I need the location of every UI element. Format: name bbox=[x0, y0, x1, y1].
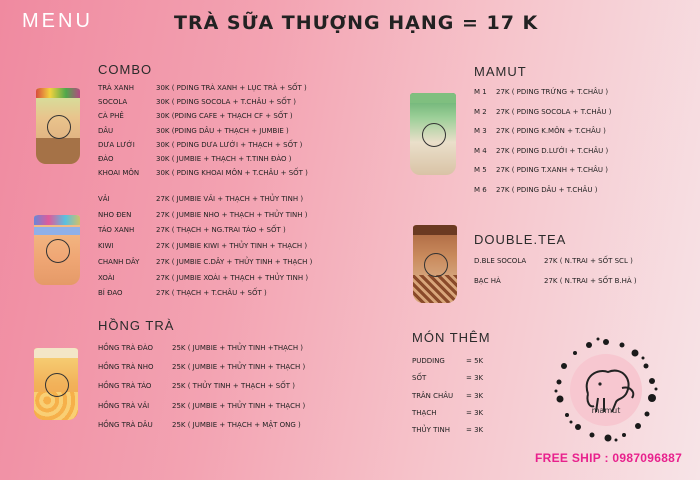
mon-them-item-name: PUDDING bbox=[412, 357, 445, 365]
fruit-menu-row bbox=[98, 274, 308, 283]
mamut-drink-image bbox=[410, 93, 456, 175]
fruit-item-price: 27K ( JUMBIE NHO + THẠCH + THỦY TINH ) bbox=[156, 210, 308, 219]
hong-tra-item-price: 25K ( JUMBIE + THỦY TINH +THẠCH ) bbox=[172, 344, 304, 352]
mamut-menu-row bbox=[474, 127, 606, 136]
mamut-elephant-icon bbox=[552, 336, 660, 444]
double-tea-drink-image bbox=[413, 225, 457, 303]
mon-them-item-name: SỐT bbox=[412, 374, 427, 383]
fruit-menu-row bbox=[98, 211, 308, 220]
mon-them-item-name: THẠCH bbox=[412, 408, 437, 417]
fruit-item-price: 27K ( THẠCH + T.CHÂU + SỐT ) bbox=[156, 289, 267, 298]
fruit-item-name: XOÀI bbox=[98, 273, 115, 282]
fruit-menu-row bbox=[98, 242, 307, 251]
fruit-item-name: VẢI bbox=[98, 195, 110, 203]
combo-item-name: SOCOLA bbox=[98, 98, 128, 107]
hong-tra-menu-row bbox=[98, 382, 295, 391]
combo-item-price: 30K (PDING CAFE + THẠCH CF + SỐT ) bbox=[156, 112, 293, 121]
fruit-menu-row bbox=[98, 226, 286, 235]
hong-tra-item-name: HỒNG TRÀ NHO bbox=[98, 363, 154, 372]
mon-them-item-name: THỦY TINH bbox=[412, 426, 451, 435]
hong-tra-item-price: 25K ( JUMBIE + THỦY TINH + THẠCH ) bbox=[172, 363, 306, 372]
logo-text: mamut bbox=[591, 406, 621, 415]
hong-tra-menu-row bbox=[98, 363, 305, 372]
fruit-drink-image bbox=[34, 215, 80, 285]
mamut-item-price: 27K ( PDING SOCOLA + T.CHÂU ) bbox=[496, 107, 612, 116]
combo-menu-row bbox=[98, 141, 302, 150]
combo-item-price: 30K ( PDING SOCOLA + T.CHÂU + SỐT ) bbox=[156, 98, 296, 107]
mon-them-item-price: = 3K bbox=[466, 391, 484, 400]
hong-tra-heading: HỒNG TRÀ bbox=[98, 318, 175, 333]
fruit-item-price: 27K ( JUMBIE VẢI + THẠCH + THỦY TINH ) bbox=[156, 195, 304, 203]
double-tea-item-price: 27K ( N.TRAI + SỐT SCL ) bbox=[544, 257, 633, 265]
mon-them-menu-row bbox=[412, 426, 483, 435]
combo-menu-row bbox=[98, 169, 308, 178]
fruit-item-price: 27K ( JUMBIE C.DÂY + THỦY TINH + THẠCH ) bbox=[156, 257, 313, 266]
mamut-logo bbox=[552, 336, 660, 444]
combo-item-name: CÀ PHÊ bbox=[98, 112, 124, 121]
double-tea-item-name: D.BLE SOCOLA bbox=[474, 257, 527, 265]
mamut-item-name: M 4 bbox=[474, 146, 487, 155]
hong-tra-menu-row bbox=[98, 402, 305, 411]
hong-tra-menu-row bbox=[98, 344, 303, 353]
fruit-item-name: KIWI bbox=[98, 242, 114, 251]
combo-item-name: DÂU bbox=[98, 126, 114, 135]
mon-them-menu-row bbox=[412, 357, 483, 366]
mon-them-item-name: TRÂN CHÂU bbox=[412, 391, 454, 400]
hong-tra-menu-row bbox=[98, 421, 301, 430]
free-ship-text: FREE SHIP : 0987096887 bbox=[535, 451, 683, 465]
mamut-item-name: M 5 bbox=[474, 166, 487, 174]
combo-heading: COMBO bbox=[98, 62, 153, 77]
mamut-item-price: 27K ( PDING D.LƯỚI + T.CHÂU ) bbox=[496, 146, 609, 155]
mamut-item-name: M 6 bbox=[474, 185, 487, 194]
mon-them-menu-row bbox=[412, 374, 483, 383]
hong-tra-item-name: HỒNG TRÀ VẢI bbox=[98, 401, 150, 410]
combo-item-price: 30K ( PDING KHOAI MÔN + T.CHÂU + SỐT ) bbox=[156, 169, 308, 178]
double-tea-menu-row bbox=[474, 277, 637, 286]
mamut-menu-row bbox=[474, 166, 608, 175]
combo-item-price: 30K ( JUMBIE + THẠCH + T.TINH ĐÀO ) bbox=[156, 155, 292, 163]
mon-them-item-price: = 3K bbox=[466, 426, 484, 435]
mamut-menu-row bbox=[474, 147, 608, 156]
fruit-item-name: BÍ ĐAO bbox=[98, 289, 123, 298]
combo-item-name: DƯA LƯỚI bbox=[98, 140, 135, 149]
fruit-item-price: 27K ( THẠCH + NG.TRAI TÁO + SỐT ) bbox=[156, 226, 286, 235]
combo-menu-row bbox=[98, 84, 307, 93]
menu-label: MENU bbox=[22, 10, 93, 32]
hong-tra-item-price: 25K ( JUMBIE + THỦY TINH + THẠCH ) bbox=[172, 401, 306, 410]
fruit-menu-row bbox=[98, 289, 267, 298]
mon-them-menu-row bbox=[412, 409, 483, 418]
mamut-menu-row bbox=[474, 108, 611, 117]
fruit-menu-row bbox=[98, 258, 312, 267]
page-title: TRÀ SỮA THƯỢNG HẠNG = 17 K bbox=[174, 12, 539, 34]
fruit-item-name: TÁO XANH bbox=[98, 226, 135, 235]
hong-tra-drink-image bbox=[34, 348, 78, 420]
hong-tra-item-price: 25K ( THỦY TINH + THẠCH + SỐT ) bbox=[172, 382, 295, 391]
mon-them-item-price: = 3K bbox=[466, 374, 484, 383]
mon-them-menu-row bbox=[412, 392, 483, 401]
mamut-heading: MAMUT bbox=[474, 64, 527, 79]
mamut-menu-row bbox=[474, 186, 597, 195]
hong-tra-item-name: HỒNG TRÀ ĐÀO bbox=[98, 344, 154, 352]
mon-them-item-price: = 3K bbox=[466, 408, 484, 417]
combo-menu-row bbox=[98, 127, 289, 136]
double-tea-heading: DOUBLE.TEA bbox=[474, 232, 567, 247]
fruit-menu-row bbox=[98, 195, 303, 204]
fruit-item-price: 27K ( JUMBIE XOÀI + THẠCH + THỦY TINH ) bbox=[156, 273, 309, 282]
combo-drink-image bbox=[36, 88, 80, 164]
hong-tra-item-name: HỒNG TRÀ DÂU bbox=[98, 420, 153, 429]
mamut-item-price: 27K ( PDING DÂU + T.CHÂU ) bbox=[496, 185, 598, 194]
double-tea-item-name: BẠC HÀ bbox=[474, 277, 501, 285]
combo-item-name: ĐÀO bbox=[98, 155, 114, 163]
combo-menu-row bbox=[98, 98, 296, 107]
hong-tra-item-name: HỒNG TRÀ TÁO bbox=[98, 382, 152, 391]
fruit-item-price: 27K ( JUMBIE KIWI + THỦY TINH + THẠCH ) bbox=[156, 242, 308, 251]
mamut-item-price: 27K ( PDING TRỨNG + T.CHÂU ) bbox=[496, 88, 609, 96]
combo-item-name: TRÀ XANH bbox=[98, 84, 134, 92]
mamut-item-price: 27K ( PDING K.MÔN + T.CHÂU ) bbox=[496, 127, 606, 135]
mamut-menu-row bbox=[474, 88, 608, 97]
hong-tra-item-price: 25K ( JUMBIE + THẠCH + MẬT ONG ) bbox=[172, 420, 301, 429]
mamut-item-price: 27K ( PDING T.XANH + T.CHÂU ) bbox=[496, 166, 608, 174]
combo-menu-row bbox=[98, 155, 291, 164]
mon-them-item-price: = 5K bbox=[466, 357, 484, 365]
combo-item-price: 30K ( PDING DƯA LƯỚI + THẠCH + SỐT ) bbox=[156, 140, 303, 149]
combo-menu-row bbox=[98, 112, 293, 121]
fruit-item-name: NHO ĐEN bbox=[98, 210, 132, 219]
combo-item-price: 30K ( PDING TRÀ XANH + LỤC TRÀ + SỐT ) bbox=[156, 84, 307, 92]
mamut-item-name: M 2 bbox=[474, 107, 487, 116]
double-tea-menu-row bbox=[474, 257, 633, 266]
mon-them-heading: MÓN THÊM bbox=[412, 330, 491, 345]
combo-item-name: KHOAI MÔN bbox=[98, 169, 140, 178]
mamut-item-name: M 3 bbox=[474, 127, 487, 135]
mamut-item-name: M 1 bbox=[474, 88, 487, 96]
fruit-item-name: CHANH DÂY bbox=[98, 257, 140, 266]
double-tea-item-price: 27K ( N.TRAI + SỐT B.HÀ ) bbox=[544, 277, 637, 285]
combo-item-price: 30K (PDING DÂU + THẠCH + JUMBIE ) bbox=[156, 126, 289, 135]
